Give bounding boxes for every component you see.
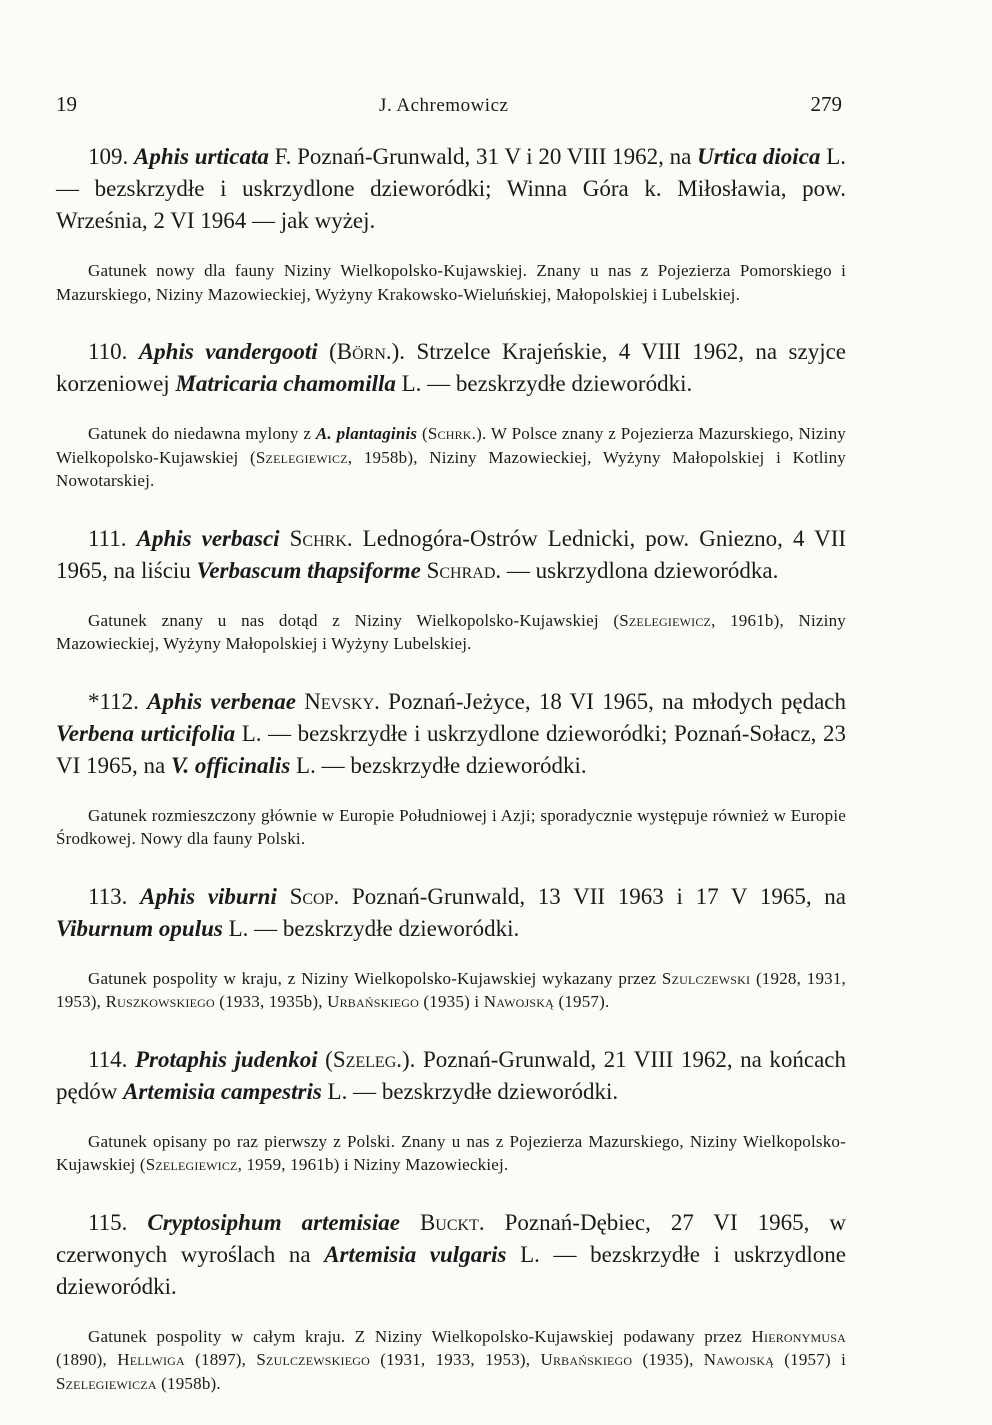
entry-113 [56, 881, 846, 945]
host-plant: Urtica dioica [697, 144, 821, 169]
entry-text: L. — bezskrzydłe dzieworódki. [296, 752, 587, 778]
entry-114 [56, 1044, 846, 1108]
host-plant: V. officinalis [170, 752, 291, 778]
species-author: Börn [336, 339, 386, 364]
entry-text: Poznań-Grunwald, 21 VIII 1962, na końcach pędów [56, 1046, 847, 1104]
note-text: (1935), [632, 1350, 694, 1369]
entry-111 [56, 523, 846, 587]
note-text: Gatunek opisany po raz pierwszy z Polski. Znany u nas z Pojezierza Mazurskiego, Niziny Wielkopolsko-Kujawskiej ( [56, 1131, 846, 1174]
note-text: (1957). [554, 992, 610, 1011]
entry-text: Poznań-Grunwald, 31 V i 20 VIII 1962, na [297, 144, 692, 169]
entry-text: . — uskrzydlona dzieworódka. [495, 557, 779, 583]
running-header [56, 92, 842, 117]
entry-text: L. — bezskrzydłe dzieworódki. [228, 915, 520, 941]
note-115 [56, 1325, 846, 1396]
note-text: , 1959, 1961b) i Niziny Mazowieckiej. [237, 1155, 509, 1174]
species-author: ( [329, 339, 337, 364]
entry-number: *112. [88, 688, 139, 714]
note-text: Gatunek do niedawna mylony z [88, 424, 312, 443]
cited-author: Nawojską [483, 992, 555, 1011]
right-page-number: 279 [810, 92, 842, 116]
note-text: (1897), [184, 1350, 247, 1369]
cited-author: Nawojską [703, 1350, 775, 1369]
species-name: Aphis viburni [140, 883, 277, 909]
entry-109 [56, 141, 846, 237]
species-name: Aphis urticata [134, 144, 269, 169]
note-text: Gatunek pospolity w całym kraju. Z Niziny Wielkopolsko-Kujawskiej podawany przez [88, 1326, 743, 1346]
cited-author: Szulczewskiego [256, 1350, 370, 1369]
host-author: Schrad [426, 557, 496, 583]
host-plant: Matricaria chamomilla [175, 371, 396, 396]
page-body [56, 141, 846, 1425]
note-species: A. plantaginis [315, 424, 418, 443]
entry-115 [56, 1207, 846, 1303]
entry-text: Strzelce Krajeńskie, 4 VIII 1962, na szyjce korzeniowej [56, 339, 847, 396]
host-plant: Verbascum thapsiforme [196, 557, 421, 583]
host-plant: Artemisia campestris [123, 1078, 322, 1104]
species-author: Schrk [289, 525, 347, 551]
cited-author: Schrk [427, 424, 472, 443]
entry-text: L. — bezskrzydłe i uskrzydlone dzieworódki; Poznań-Sołacz, 23 VI 1965, na [56, 720, 847, 778]
cited-author: Hieronymusa [751, 1326, 846, 1346]
note-110 [56, 422, 846, 493]
species-author: Buckt [419, 1209, 479, 1235]
entry-number: 113. [88, 883, 128, 909]
species-name: Aphis verbenae [147, 688, 296, 714]
note-text: (1928, 1931, 1953), [56, 968, 847, 1011]
species-name: Aphis verbasci [136, 525, 280, 551]
cited-author: Szelegiewicz [145, 1155, 238, 1174]
entry-text: L. — bezskrzydłe i uskrzydlone dzieworódki; Winna Góra k. Miłosławia, pow. Września, 2 VI 1964 — jak wyżej. [56, 144, 846, 233]
species-author: .). [385, 339, 406, 364]
note-114 [56, 1130, 846, 1177]
entry-110 [56, 336, 846, 400]
note-text: Gatunek znany u nas dotąd z Niziny Wielkopolsko-Kujawskiej ( [88, 610, 620, 630]
entry-text: . Poznań-Grunwald, 13 VII 1963 i 17 V 1965, na [333, 883, 847, 909]
species-author: ( [325, 1046, 333, 1072]
species-name: Cryptosiphum artemisiae [147, 1209, 400, 1235]
cited-author: Szulczewski [661, 968, 751, 988]
note-text: , 1958b), Niziny Mazowieckiej, Wyżyny Małopolskiej i Kotliny Nowotarskiej. [56, 447, 846, 490]
note-text: Gatunek pospolity w kraju, z Niziny Wielkopolsko-Kujawskiej wykazany przez [88, 968, 657, 988]
note-text: (1933, 1935b), [214, 992, 323, 1011]
note-text: (1890), [56, 1350, 107, 1369]
entry-112 [56, 686, 846, 782]
note-text: Gatunek rozmieszczony głównie w Europie Południowej i Azji; sporadycznie występuje również w Europie Środkowej. Nowy dla fauny Polski. [56, 805, 846, 848]
cited-author: Ruszkowskiego [105, 992, 215, 1011]
entry-text: . Poznań-Jeżyce, 18 VI 1965, na młodych pędach [374, 688, 846, 714]
note-text: .). W Polsce znany z Pojezierza Mazurskiego, Niziny Wielkopolsko-Kujawskiej ( [56, 424, 846, 467]
note-text: (1931, 1933, 1953), [369, 1350, 531, 1369]
species-author: Szeleg [332, 1046, 397, 1072]
running-author: J. Achremowicz [379, 95, 509, 116]
cited-author: Hellwiga [117, 1350, 185, 1369]
note-111 [56, 609, 846, 656]
note-113 [56, 967, 846, 1014]
note-text: (1957) i [774, 1350, 847, 1369]
note-text: , 1961b), Niziny Mazowieckiej, Wyżyny Małopolskiej i Wyżyny Lubelskiej. [56, 610, 846, 653]
host-plant: Artemisia vulgaris [324, 1241, 507, 1267]
cited-author: Urbańskiego [327, 992, 419, 1011]
note-text: (1958b). [156, 1373, 221, 1393]
entry-text: L. — bezskrzydłe dzieworódki. [401, 371, 693, 396]
entry-number: 110. [88, 339, 128, 364]
cited-author: Szelegiewicza [56, 1373, 157, 1393]
species-author: Scop [289, 883, 334, 909]
species-author: Nevsky [304, 688, 375, 714]
species-author: F. [274, 144, 292, 169]
species-name: Protaphis judenkoi [134, 1046, 318, 1072]
note-109 [56, 259, 846, 306]
note-text: (1935) i [418, 992, 480, 1011]
species-name: Aphis vandergooti [138, 339, 318, 364]
cited-author: Urbańskiego [540, 1350, 633, 1369]
species-author: .). [396, 1046, 416, 1072]
note-text: ( [421, 424, 428, 443]
entry-number: 111. [88, 525, 127, 551]
entry-number: 114. [88, 1046, 128, 1072]
host-plant: Viburnum opulus [56, 915, 223, 941]
host-plant: Verbena urticifolia [56, 720, 236, 746]
note-text: Gatunek nowy dla fauny Niziny Wielkopolsko-Kujawskiej. Znany u nas z Pojezierza Pomorskiego i Mazurskiego, Niziny Mazowieckiej, Wyżyny Krakowsko-Wieluńskiej, Małopolskiej i Lubelskiej. [56, 261, 846, 304]
cited-author: Szelegiewicz [255, 447, 348, 467]
entry-text: L. — bezskrzydłe i uskrzydlone dzieworódki. [56, 1241, 847, 1299]
entry-text: . Lednogóra-Ostrów Lednicki, pow. Gniezno, 4 VII 1965, na liściu [56, 525, 847, 583]
note-112 [56, 804, 846, 851]
left-page-number: 19 [56, 92, 77, 116]
entry-text: L. — bezskrzydłe dzieworódki. [327, 1078, 619, 1104]
entry-number: 109. [88, 144, 129, 169]
cited-author: Szelegiewicz [619, 610, 712, 630]
entry-text: . Poznań-Dębiec, 27 VI 1965, w czerwonych wyroślach na [56, 1209, 846, 1267]
entry-number: 115. [88, 1209, 128, 1235]
